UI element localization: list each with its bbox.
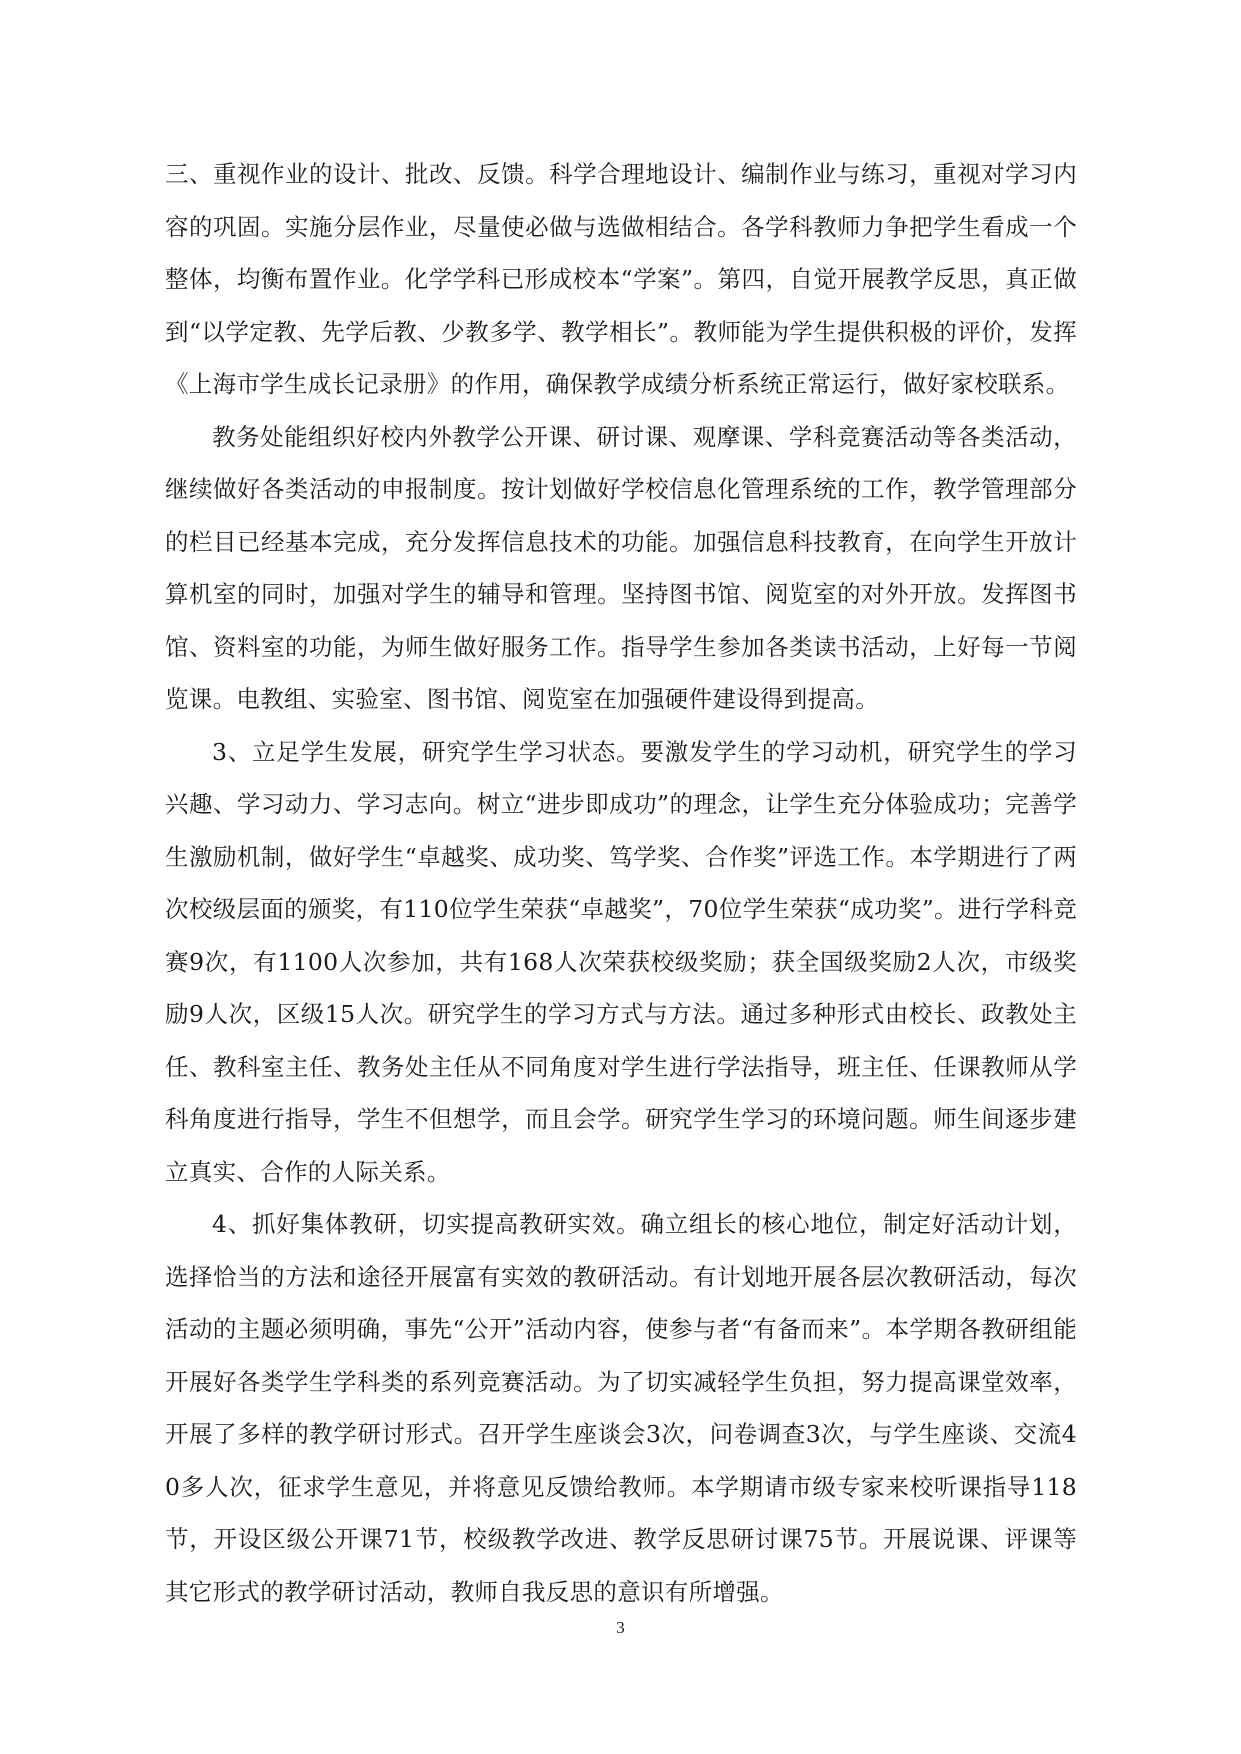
paragraph-homework-design: 三、重视作业的设计、批改、反馈。科学合理地设计、编制作业与练习，重视对学习内容的巩固。实施分层作业，尽量使必做与选做相结合。各学科教师力争把学生看成一个整体，均衡布置作业。化学学科已形成校本“学案”。第四，自觉开展教学反思，真正做到“以学定教、先学后教、少教多学、教学相长”。教师能为学生提供积极的评价，发挥《上海市学生成长记录册》的作用，确保教学成绩分析系统正常运行，做好家校联系。 bbox=[165, 160, 1077, 398]
page-number: 3 bbox=[616, 1618, 625, 1637]
paragraph-student-development: 3、立足学生发展，研究学生学习状态。要激发学生的学习动机，研究学生的学习兴趣、学习动力、学习志向。树立“进步即成功”的理念，让学生充分体验成功；完善学生激励机制，做好学生“卓越奖、成功奖、笃学奖、合作奖”评选工作。本学期进行了两次校级层面的颁奖，有110位学生荣获“卓越奖”，70位学生荣获“成功奖”。进行学科竞赛9次，有1100人次参加，共有168人次荣获校级奖励；获全国级奖励2人次，市级奖励9人次，区级15人次。研究学生的学习方式与方法。通过多种形式由校长、政教处主任、教科室主任、教务处主任从不同角度对学生进行学法指导，班主任、任课教师从学科角度进行指导，学生不但想学，而且会学。研究学生学习的环境问题。师生间逐步建立真实、合作的人际关系。 bbox=[165, 737, 1077, 1186]
paragraph-collective-research: 4、抓好集体教研，切实提高教研实效。确立组长的核心地位，制定好活动计划，选择恰当的方法和途径开展富有实效的教研活动。有计划地开展各层次教研活动，每次活动的主题必须明确，事先“公开”活动内容，使参与者“有备而来”。本学期各教研组能开展好各类学生学科类的系列竞赛活动。为了切实减轻学生负担，努力提高课堂效率，开展了多样的教学研讨形式。召开学生座谈会3次，问卷调查3次，与学生座谈、交流40多人次，征求学生意见，并将意见反馈给教师。本学期请市级专家来校听课指导118节，开设区级公开课71节，校级教学改进、教学反思研讨课75节。开展说课、评课等其它形式的教学研讨活动，教师自我反思的意识有所增强。 bbox=[165, 1210, 1077, 1606]
document-body bbox=[165, 148, 1077, 1618]
paragraph-academic-affairs: 教务处能组织好校内外教学公开课、研讨课、观摩课、学科竞赛活动等各类活动，继续做好各类活动的申报制度。按计划做好学校信息化管理系统的工作，教学管理部分的栏目已经基本完成，充分发挥信息技术的功能。加强信息科技教育，在向学生开放计算机室的同时，加强对学生的辅导和管理。坚持图书馆、阅览室的对外开放。发挥图书馆、资料室的功能，为师生做好服务工作。指导学生参加各类读书活动，上好每一节阅览课。电教组、实验室、图书馆、阅览室在加强硬件建设得到提高。 bbox=[165, 422, 1077, 713]
